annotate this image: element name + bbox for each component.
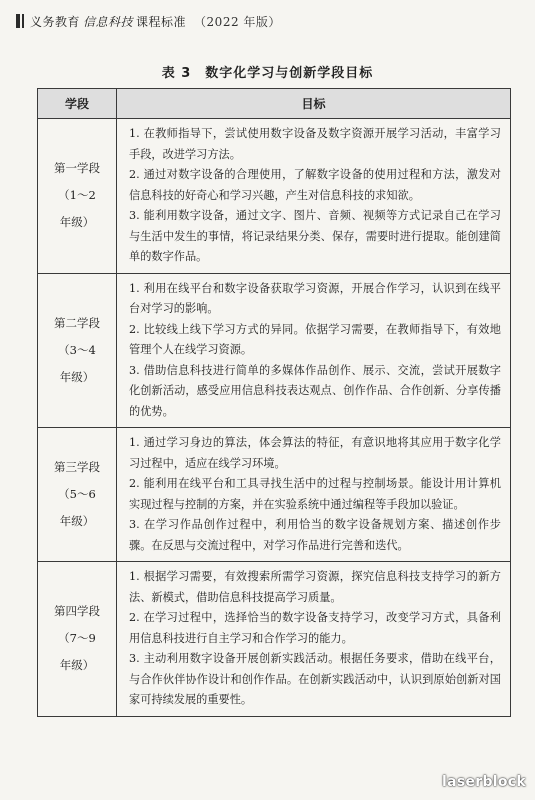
running-header (16, 12, 281, 30)
stage-grade: 年级） (59, 514, 95, 528)
header-text-3: 课程标准 (136, 14, 187, 29)
goal-item: 1. 在教师指导下，尝试使用数字设备及数字资源开展学习活动，丰富学习手段，改进学习方法。 (129, 127, 501, 161)
stage-grade: 年级） (59, 215, 95, 230)
table-row (38, 428, 510, 562)
stage-range: （3～4 (58, 342, 96, 357)
stage-name: 第二学段 (54, 315, 100, 330)
goal-item: 1. 利用在线平台和数字设备获取学习资源，开展合作学习，认识到在线平台对学习的影响。 (129, 281, 501, 315)
goal-item: 2. 通过对数字设备的合理使用，了解数字设备的使用过程和方法，激发对信息科技的好奇心和学习兴趣，产生对信息科技的求知欲。 (129, 168, 501, 202)
stage-name: 第三学段 (54, 460, 100, 474)
table-row (38, 562, 510, 716)
goal-item: 1. 通过学习身边的算法，体会算法的特征，有意识地将其应用于数字化学习过程中，适应在线学习环境。 (129, 436, 501, 470)
stage-name: 第四学段 (54, 604, 100, 619)
goal-item: 2. 能利用在线平台和工具寻找生活中的过程与控制场景。能设计用计算机实现过程与控制的方案，并在实验系统中通过编程等手段加以验证。 (129, 477, 501, 511)
header-stage: 学段 (38, 89, 117, 118)
table-header-row (38, 89, 510, 119)
goal-item: 3. 主动利用数字设备开展创新实践活动。根据任务要求，借助在线平台，与合作伙伴协作设计和创作作品。在创新实践活动中，认识到原始创新对国家可持续发展的重要性。 (129, 652, 501, 706)
table-row (38, 274, 510, 429)
goals-table (37, 88, 511, 717)
stage-cell (38, 274, 117, 428)
goal-cell (117, 562, 510, 716)
goal-item: 2. 在学习过程中，选择恰当的数字设备支持学习，改变学习方式，具备利用信息科技进行自主学习和合作学习的能力。 (129, 611, 501, 645)
goal-cell (117, 119, 510, 273)
header-text-2: 信息科技 (83, 14, 134, 29)
goal-item: 3. 借助信息科技进行简单的多媒体作品创作、展示、交流，尝试开展数字化创新活动，感受应用信息科技表达观点、创作作品、合作创新、分享传播的优势。 (129, 363, 501, 418)
goal-cell (117, 428, 510, 561)
goal-cell (117, 274, 510, 428)
header-text-1: 义务教育 (30, 14, 81, 29)
stage-name: 第一学段 (54, 161, 100, 176)
goal-item: 1. 根据学习需要，有效搜索所需学习资源，探究信息科技支持学习的新方法、新模式，借助信息科技提高学习质量。 (129, 570, 501, 604)
header-goal: 目标 (301, 97, 326, 111)
stage-range: （1～2 (58, 188, 96, 203)
header-text-4: （2022 年版） (194, 14, 281, 29)
goal-item: 3. 在学习作品创作过程中，利用恰当的数字设备规划方案、描述创作步骤。在反思与交流过程中，对学习作品进行完善和迭代。 (129, 518, 501, 552)
stage-range: （7～9 (58, 631, 96, 646)
stage-cell (38, 119, 117, 273)
stage-range: （5～6 (58, 487, 96, 501)
stage-grade: 年级） (59, 369, 95, 384)
stage-cell (38, 428, 117, 561)
header-bar-mark-thin (22, 14, 24, 28)
watermark-text: laserblock (441, 774, 526, 790)
stage-grade: 年级） (59, 658, 95, 673)
stage-cell (38, 562, 117, 716)
goal-item: 2. 比较线上线下学习方式的异同。依据学习需要，在教师指导下，有效地管理个人在线学习资源。 (129, 322, 501, 356)
header-bar-mark (16, 14, 20, 28)
table-title: 表 3 数字化学习与创新学段目标 (161, 66, 374, 81)
table-row (38, 119, 510, 274)
goal-item: 3. 能利用数字设备，通过文字、图片、音频、视频等方式记录自己在学习与生活中发生的事情，将记录结果分类、保存，需要时进行提取。能创建简单的数字作品。 (129, 209, 501, 263)
